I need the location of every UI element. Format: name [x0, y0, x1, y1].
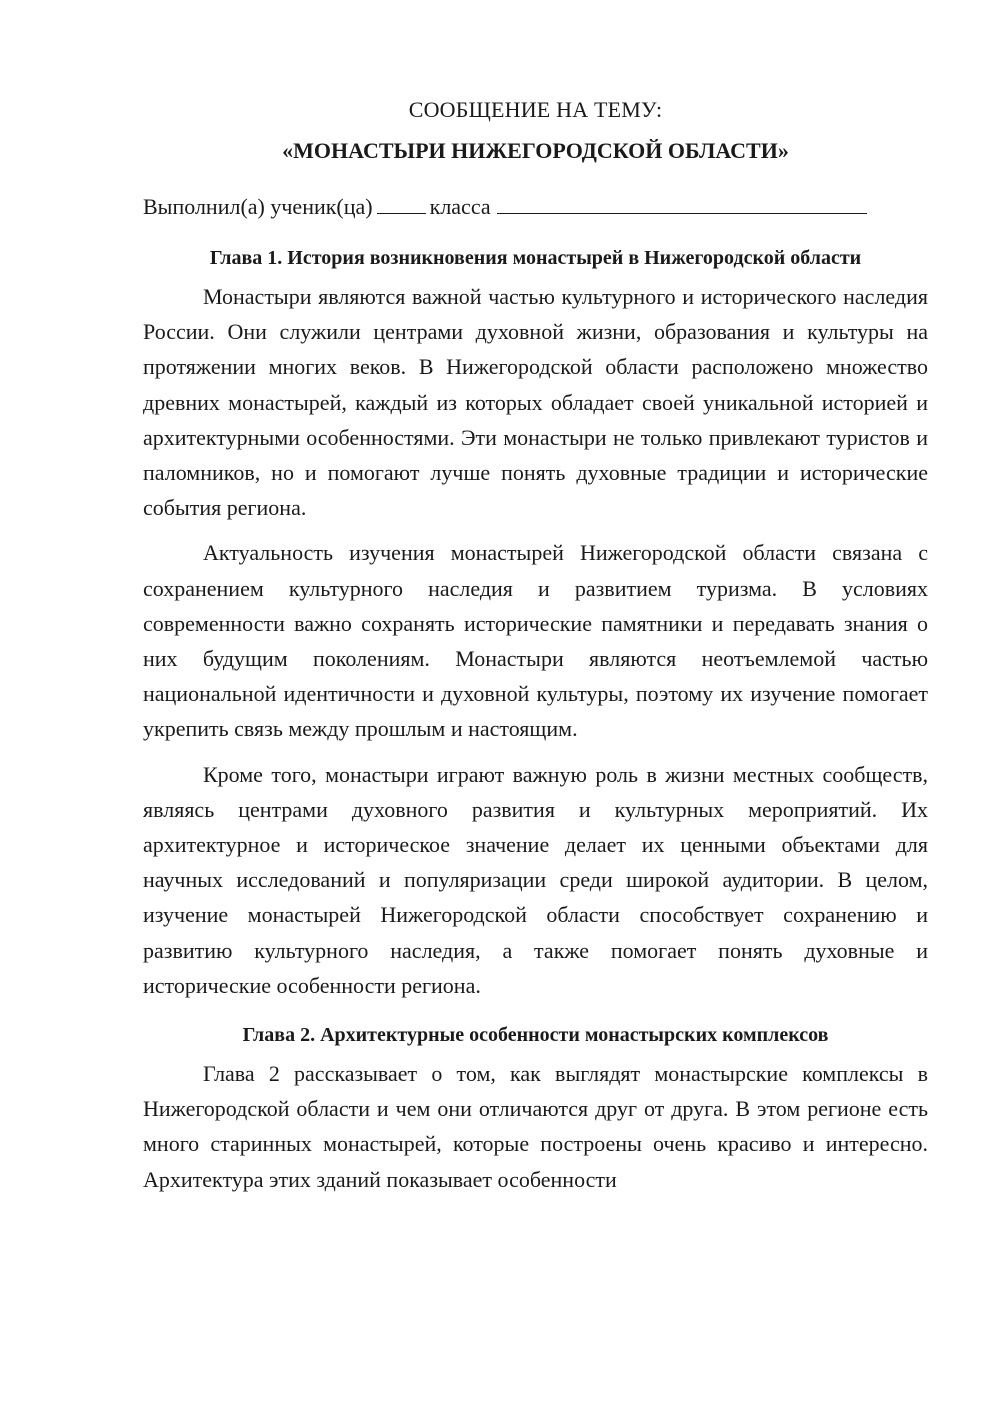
chapter-2-heading: Глава 2. Архитектурные особенности монастырских комплексов: [242, 1024, 829, 1047]
document-page: [143, 92, 928, 1207]
chapter-2-paragraph-1: Глава 2 рассказывает о том, как выглядят монастырские комплексы в Нижегородской области и чем они отличаются друг от друга. В этом регионе есть много старинных монастырей, которые построены очень красиво и интересно. Архитектура этих зданий показывает особенности: [143, 1061, 928, 1192]
chapter-1-paragraph-2: Актуальность изучения монастырей Нижегородской области связана с сохранением культурного наследия и развитием туризма. В условиях современности важно сохранять исторические памятники и передавать знания о них будущим поколениям. Монастыри являются неотъемлемой частью национальной идентичности и духовной культуры, поэтому их изучение помогает укрепить связь между прошлым и настоящим.: [143, 540, 928, 742]
performed-by-label: Выполнил(а) ученик(ца): [143, 194, 373, 219]
document-title: «МОНАСТЫРИ НИЖЕГОРОДСКОЙ ОБЛАСТИ»: [282, 138, 789, 163]
chapter-1-paragraph-1: Монастыри являются важной частью культурного и исторического наследия России. Они служили центрами духовной жизни, образования и культуры на протяжении многих веков. В Нижегородской области расположено множество древних монастырей, каждый из которых обладает своей уникальной историей и архитектурными особенностями. Эти монастыри не только привлекают туристов и паломников, но и помогают лучше понять духовные традиции и исторические события региона.: [143, 284, 928, 521]
class-label: класса: [429, 194, 491, 219]
author-line: [143, 189, 928, 225]
student-name-blank: [497, 195, 867, 214]
class-number-blank: [377, 195, 426, 214]
chapter-1-paragraph-3: Кроме того, монастыри играют важную роль в жизни местных сообществ, являясь центрами духовного развития и культурных мероприятий. Их архитектурное и историческое значение делает их ценными объектами для научных исследований и популяризации среди широкой аудитории. В целом, изучение монастырей Нижегородской области способствует сохранению и развитию культурного наследия, а также помогает понять духовные и исторические особенности региона.: [143, 761, 928, 998]
chapter-1-heading: Глава 1. История возникновения монастырей в Нижегородской области: [209, 247, 862, 269]
subject-line: СООБЩЕНИЕ НА ТЕМУ:: [408, 97, 663, 122]
